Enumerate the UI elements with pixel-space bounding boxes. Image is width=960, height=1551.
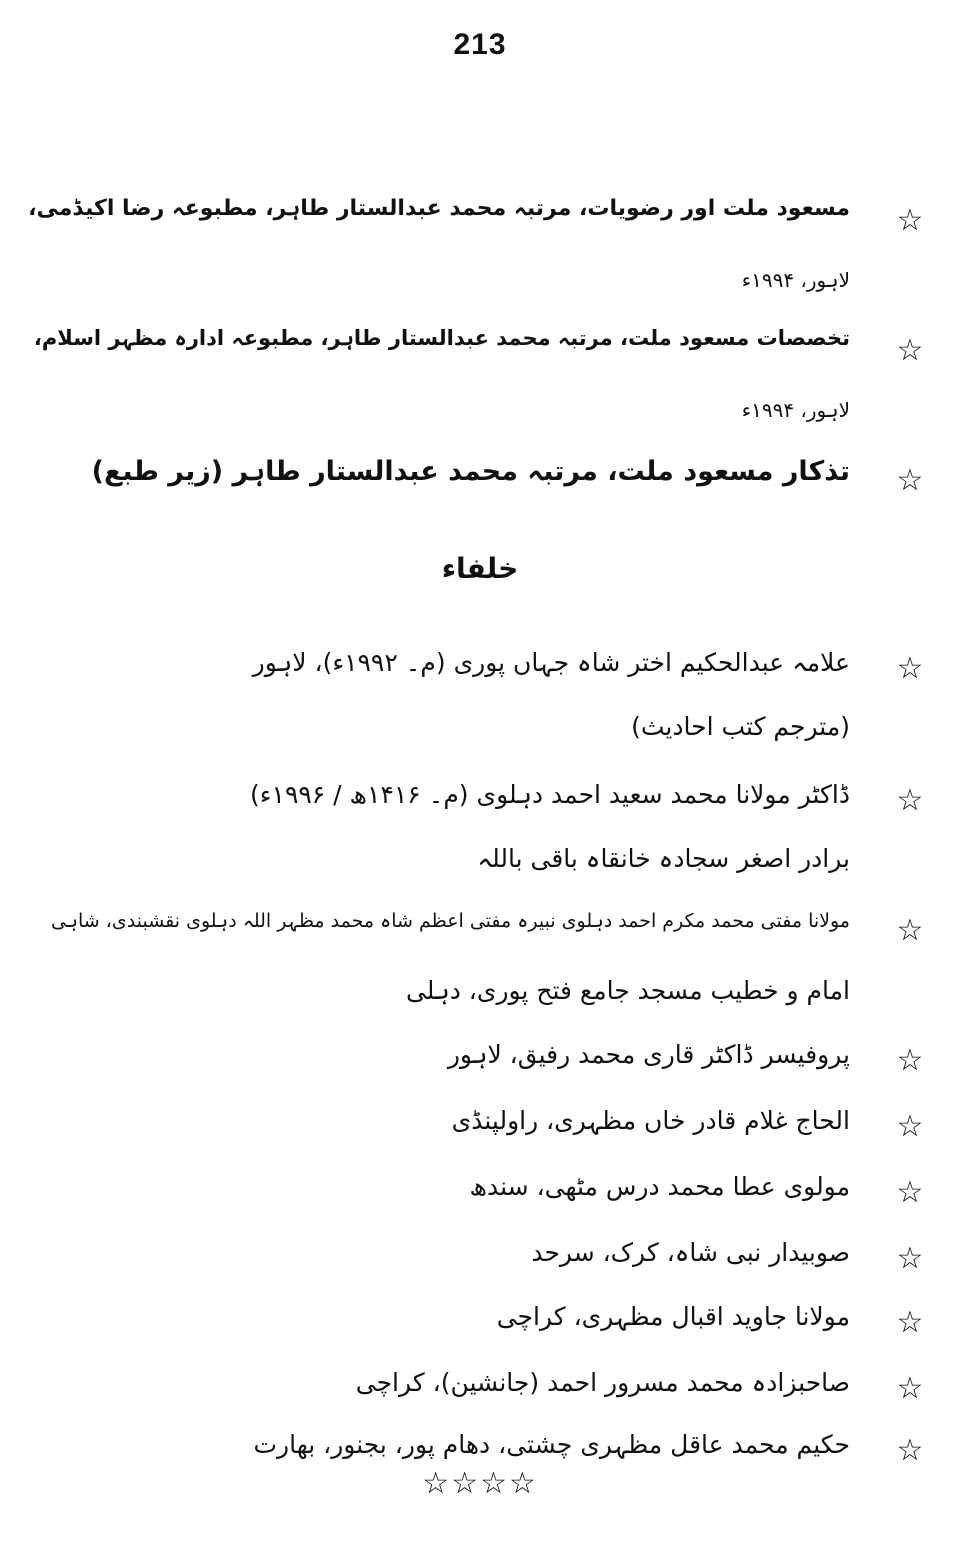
star-bullet-icon: ☆ [896,783,924,818]
bibliography-item [0,196,930,306]
bibliography-item [0,326,930,436]
list-item-text: صاحبزادہ محمد مسرور احمد (جانشین)، کراچی [355,1368,850,1397]
star-bullet-icon: ☆ [896,1305,924,1340]
list-item-note: برادر اصغر سجادہ خانقاہ باقی باللہ [477,844,850,873]
list-item [0,1172,930,1212]
list-item-text: ڈاکٹر مولانا محمد سعید احمد دہلوی (م۔ ۱۴۱۶ھ / ۱۹۹۶ء) [250,780,850,809]
list-item-text: الحاج غلام قادر خاں مظہری، راولپنڈی [451,1106,850,1135]
bibliography-imprint: لاہور، ۱۹۹۴ء [741,398,850,422]
star-bullet-icon: ☆ [896,463,924,498]
star-bullet-icon: ☆ [896,1241,924,1276]
list-item [0,1430,930,1470]
star-bullet-icon: ☆ [896,1043,924,1078]
star-bullet-icon: ☆ [896,1109,924,1144]
star-bullet-icon: ☆ [896,1433,924,1468]
bibliography-item [0,456,930,506]
star-bullet-icon: ☆ [896,203,924,238]
section-heading: خلفاء [441,552,519,585]
bibliography-title: تذکار مسعود ملت، مرتبہ محمد عبدالستار طاہر (زیر طبع) [91,456,850,487]
star-bullet-icon: ☆ [896,913,924,948]
list-item [0,1368,930,1408]
star-bullet-icon: ☆ [896,651,924,686]
footer-stars-icon: ☆☆☆☆ [422,1466,538,1501]
list-item-text: مولانا جاوید اقبال مظہری، کراچی [496,1302,850,1331]
list-item [0,1106,930,1146]
bibliography-title: مسعود ملت اور رضویات، مرتبہ محمد عبدالستار طاہر، مطبوعہ رضا اکیڈمی، [28,196,850,221]
star-bullet-icon: ☆ [896,333,924,368]
list-item [0,1302,930,1342]
list-item-text: مولانا مفتی محمد مکرم احمد دہلوی نبیرہ مفتی اعظم شاہ محمد مظہر اللہ دہلوی نقشبندی، شاہی [51,910,850,932]
list-item [0,910,930,1010]
list-item-text: مولوی عطا محمد درس مٹھی، سندھ [469,1172,850,1201]
list-item-text: علامہ عبدالحکیم اختر شاہ جہاں پوری (م۔ ۱۹۹۲ء)، لاہور [252,648,850,677]
list-item [0,1238,930,1278]
list-item-text: حکیم محمد عاقل مظہری چشتی، دھام پور، بجنور، بھارت [253,1430,850,1459]
list-item [0,780,930,873]
page-number: 213 [453,28,507,61]
list-item-note: امام و خطیب مسجد جامع فتح پوری، دہلی [405,976,850,1005]
star-bullet-icon: ☆ [896,1371,924,1406]
bibliography-title: تخصصات مسعود ملت، مرتبہ محمد عبدالستار طاہر، مطبوعہ ادارہ مظہر اسلام، [33,326,850,350]
bibliography-imprint: لاہور، ۱۹۹۴ء [741,268,850,292]
list-item [0,648,930,741]
star-bullet-icon: ☆ [896,1175,924,1210]
list-item-text: صوبیدار نبی شاہ، کرک، سرحد [531,1238,850,1267]
list-item-text: پروفیسر ڈاکٹر قاری محمد رفیق، لاہور [447,1040,850,1069]
list-item-note: (مترجم کتب احادیث) [631,712,850,741]
list-item [0,1040,930,1080]
